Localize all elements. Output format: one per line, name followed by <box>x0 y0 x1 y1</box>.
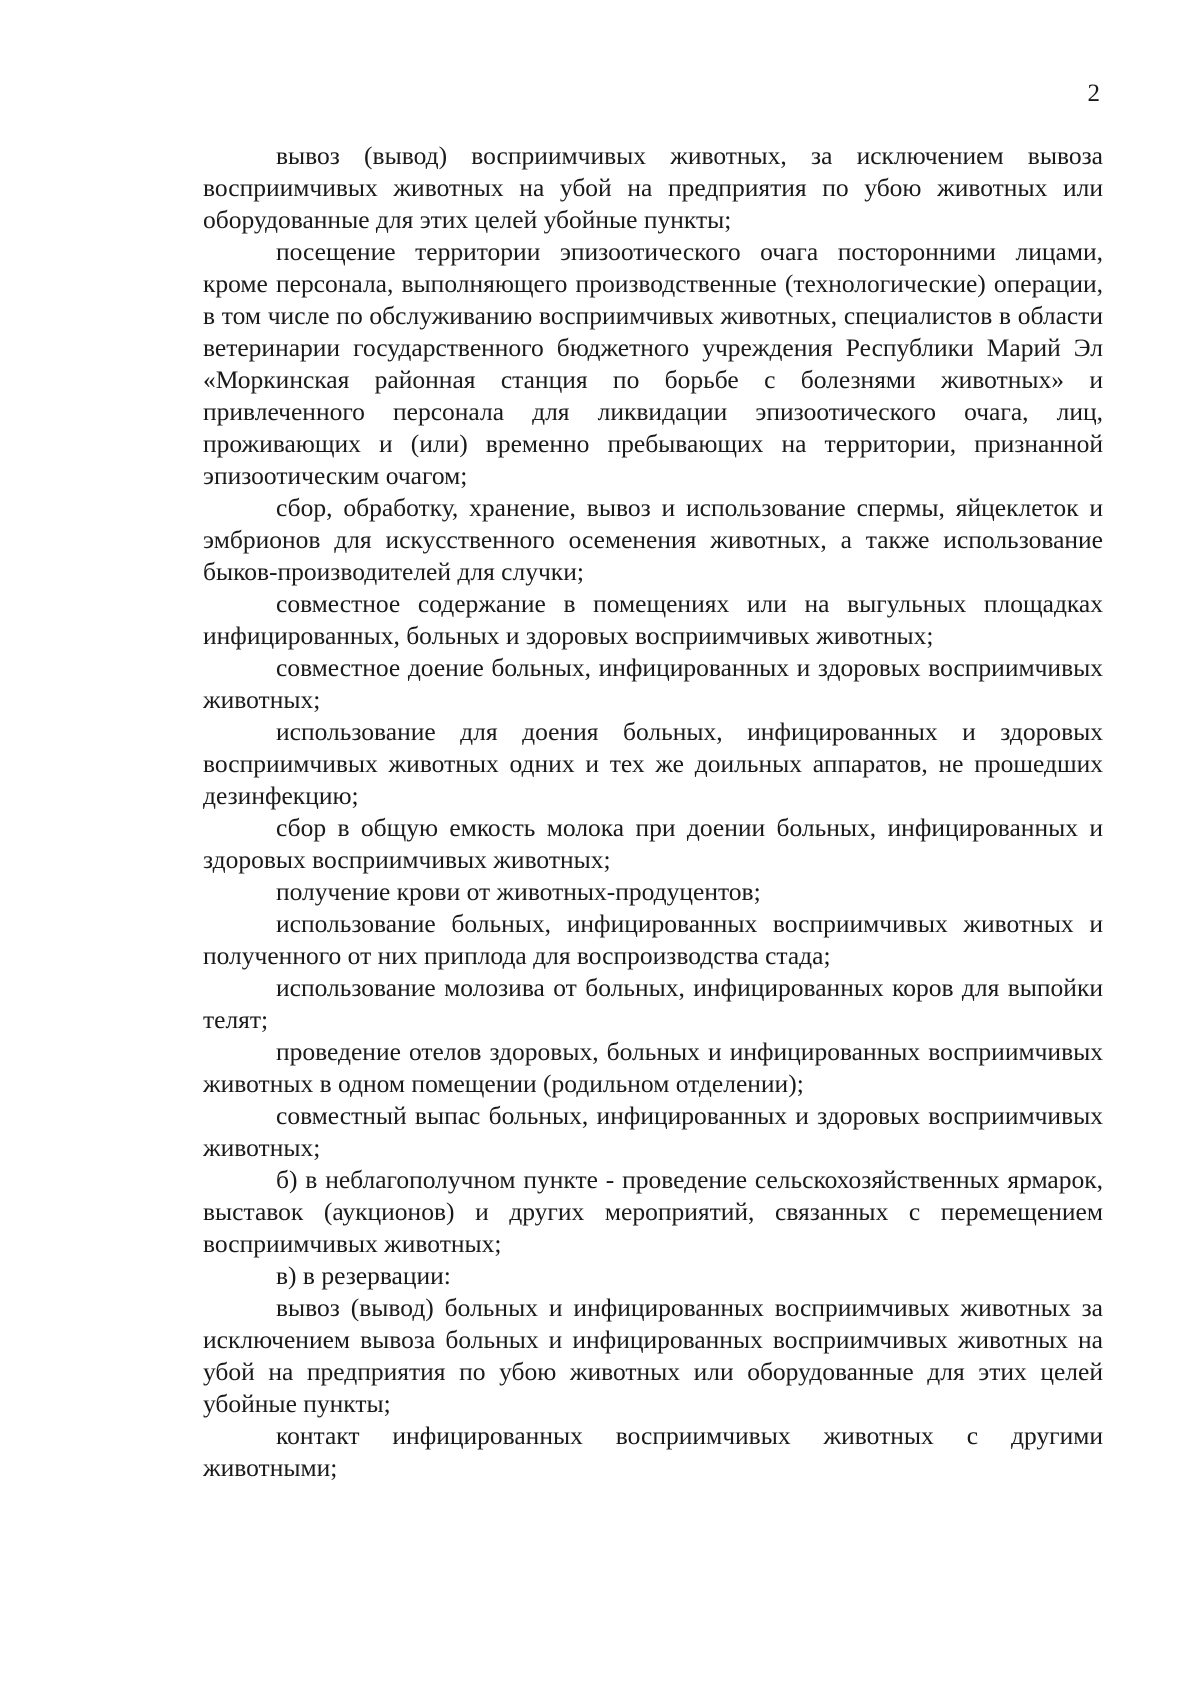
paragraph: контакт инфицированных восприимчивых животных с другими животными; <box>203 1421 1103 1482</box>
paragraph: использование молозива от больных, инфицированных коров для выпойки телят; <box>203 973 1103 1034</box>
page-number: 2 <box>1087 80 1100 107</box>
paragraph: б) в неблагополучном пункте - проведение сельскохозяйственных ярмарок, выставок (аукционов) и других мероприятий, связанных с перемещением восприимчивых животных; <box>203 1165 1103 1258</box>
paragraph: совместное содержание в помещениях или на выгульных площадках инфицированных, больных и здоровых восприимчивых животных; <box>203 589 1103 650</box>
paragraph: вывоз (вывод) больных и инфицированных восприимчивых животных за исключением вывоза больных и инфицированных восприимчивых животных на убой на предприятия по убою животных или оборудованные для этих целей убойные пункты; <box>203 1293 1103 1418</box>
paragraph: сбор в общую емкость молока при доении больных, инфицированных и здоровых восприимчивых животных; <box>203 813 1103 874</box>
paragraph: в) в резервации: <box>276 1261 451 1290</box>
paragraph: использование для доения больных, инфицированных и здоровых восприимчивых животных одних и тех же доильных аппаратов, не прошедших дезинфекцию; <box>203 717 1103 810</box>
paragraph: сбор, обработку, хранение, вывоз и использование спермы, яйцеклеток и эмбрионов для искусственного осеменения животных, а также использование быков-производителей для случки; <box>203 493 1103 586</box>
paragraph: посещение территории эпизоотического очага посторонними лицами, кроме персонала, выполняющего производственные (технологические) операции, в том числе по обслуживанию восприимчивых животных, специалистов в области ветеринарии государственного бюджетного учреждения Республики Марий Эл «Моркинская районная станция по борьбе с болезнями животных» и привлеченного персонала для ликвидации эпизоотического очага, лиц, проживающих и (или) временно пребывающих на территории, признанной эпизоотическим очагом; <box>203 237 1103 490</box>
paragraph: вывоз (вывод) восприимчивых животных, за исключением вывоза восприимчивых животных на убой на предприятия по убою животных или оборудованные для этих целей убойные пункты; <box>203 141 1103 234</box>
paragraph: использование больных, инфицированных восприимчивых животных и полученного от них приплода для воспроизводства стада; <box>203 909 1103 970</box>
paragraph: совместное доение больных, инфицированных и здоровых восприимчивых животных; <box>203 653 1103 714</box>
paragraph: проведение отелов здоровых, больных и инфицированных восприимчивых животных в одном помещении (родильном отделении); <box>203 1037 1103 1098</box>
document-body <box>203 140 1103 1484</box>
paragraph: получение крови от животных-продуцентов; <box>276 877 761 906</box>
paragraph: совместный выпас больных, инфицированных и здоровых восприимчивых животных; <box>203 1101 1103 1162</box>
